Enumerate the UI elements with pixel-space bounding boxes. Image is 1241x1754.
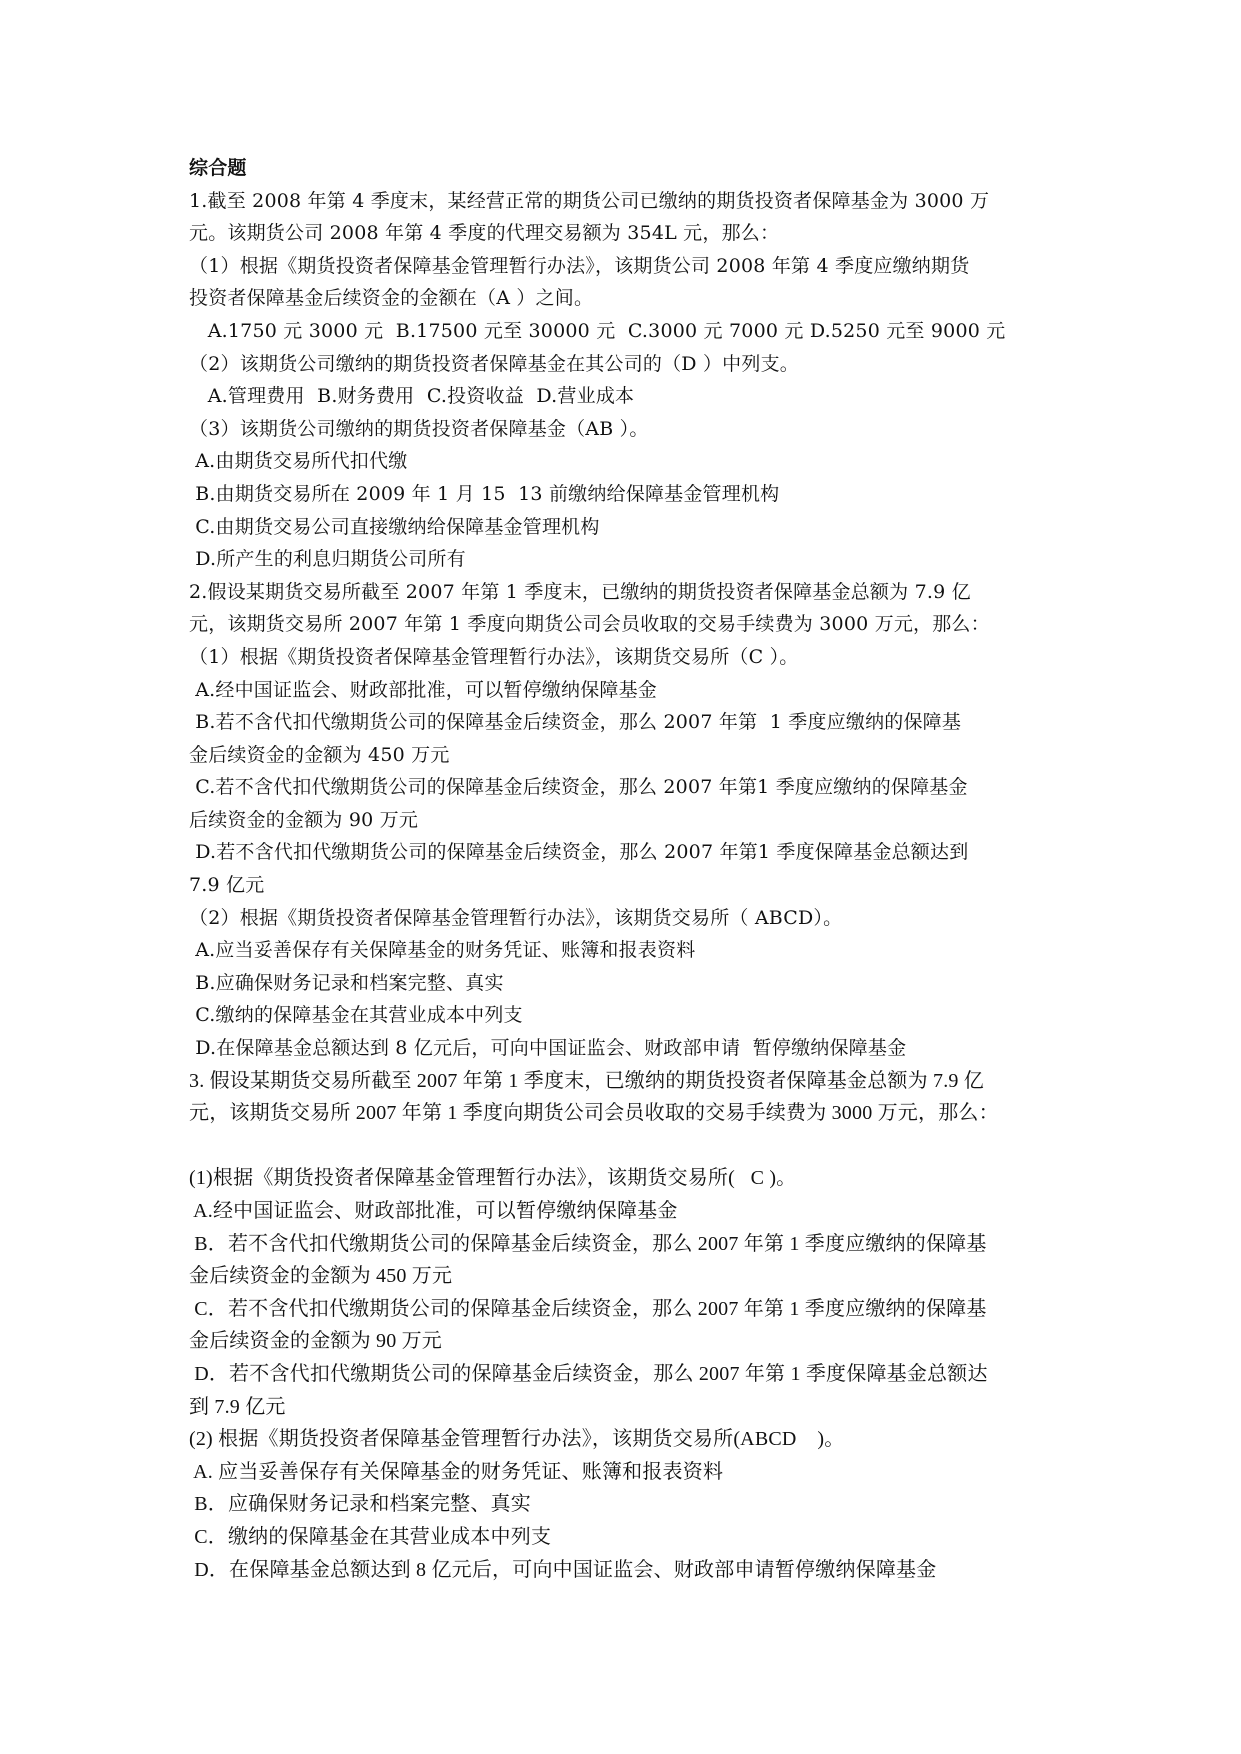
text-line: (1)根据《期货投资者保障基金管理暂行办法》，该期货交易所( C )。 [189,1167,797,1190]
text-line: 元。该期货公司 2008 年第 4 季度的代理交易额为 354L 元，那么： [189,222,780,245]
text-line: （2）根据《期货投资者保障基金管理暂行办法》，该期货交易所（ ABCD）。 [189,906,843,929]
text-line: 2.假设某期货交易所截至 2007 年第 1 季度末，已缴纳的期货投资者保障基金总额为 7.9 亿 [189,580,971,603]
text-line: A.经中国证监会、财政部批准，可以暂停缴纳保障基金 [189,678,658,701]
question-lines [189,185,1069,1587]
text-line: （2）该期货公司缴纳的期货投资者保障基金在其公司的（D ）中列支。 [189,352,799,375]
text-line: D.若不含代扣代缴期货公司的保障基金后续资金，那么 2007 年第1 季度保障基金总额达到 [189,841,969,864]
text-line: A.经中国证监会、财政部批准，可以暂停缴纳保障基金 [189,1200,678,1222]
text-line: A.管理费用 B.财务费用 C.投资收益 D.营业成本 [189,385,635,408]
document-heading: 综合题 [189,157,247,179]
text-line: （3）该期货公司缴纳的期货投资者保障基金（AB ）。 [189,417,649,440]
text-line: 元，该期货交易所 2007 年第 1 季度向期货公司会员收取的交易手续费为 3000 万元，那么： [189,613,990,636]
text-line: C．缴纳的保障基金在其营业成本中列支 [189,1525,552,1548]
text-line: 1.截至 2008 年第 4 季度末，某经营正常的期货公司已缴纳的期货投资者保障基金为 3000 万 [189,189,990,212]
text-line: 金后续资金的金额为 90 万元 [189,1330,442,1353]
blank-line [189,1130,1069,1163]
text-line: （1）根据《期货投资者保障基金管理暂行办法》，该期货交易所（C ）。 [189,645,799,668]
text-line: 后续资金的金额为 90 万元 [189,808,419,831]
text-line: B.应确保财务记录和档案完整、真实 [189,971,504,994]
text-line: B.若不含代扣代缴期货公司的保障基金后续资金，那么 2007 年第 1 季度应缴纳的保障基 [189,711,962,734]
text-line: A.1750 元 3000 元 B.17500 元至 30000 元 C.3000 元 7000 元 D.5250 元至 9000 元 [189,319,1006,342]
text-line: A.由期货交易所代扣代缴 [189,450,408,473]
text-line: B.由期货交易所在 2009 年 1 月 15 13 前缴纳给保障基金管理机构 [189,482,780,505]
text-line: 3. 假设某期货交易所截至 2007 年第 1 季度末，已缴纳的期货投资者保障基金总额为 7.9 亿 [189,1069,984,1092]
text-line: D.在保障基金总额达到 8 亿元后，可向中国证监会、财政部申请 暂停缴纳保障基金 [189,1037,907,1060]
text-line: D．若不含代扣代缴期货公司的保障基金后续资金，那么 2007 年第 1 季度保障基金总额达 [189,1362,988,1385]
text-line: B．若不含代扣代缴期货公司的保障基金后续资金，那么 2007 年第 1 季度应缴纳的保障基 [189,1232,987,1255]
document-body [189,152,1069,1586]
text-line: 到 7.9 亿元 [189,1395,286,1418]
text-line: C.由期货交易公司直接缴纳给保障基金管理机构 [189,515,600,538]
text-line: B．应确保财务记录和档案完整、真实 [189,1493,531,1516]
text-line: C.若不含代扣代缴期货公司的保障基金后续资金，那么 2007 年第1 季度应缴纳的保障基金 [189,776,968,799]
text-line: 元，该期货交易所 2007 年第 1 季度向期货公司会员收取的交易手续费为 3000 万元，那么： [189,1102,999,1125]
text-line: 金后续资金的金额为 450 万元 [189,743,450,766]
text-line: C．若不含代扣代缴期货公司的保障基金后续资金，那么 2007 年第 1 季度应缴纳的保障基 [189,1297,987,1320]
text-line: 投资者保障基金后续资金的金额在（A ）之间。 [189,287,594,310]
text-line: D．在保障基金总额达到 8 亿元后，可向中国证监会、财政部申请暂停缴纳保障基金 [189,1558,937,1581]
text-line: D.所产生的利息归期货公司所有 [189,548,466,571]
text-line: 金后续资金的金额为 450 万元 [189,1265,453,1288]
text-line: C.缴纳的保障基金在其营业成本中列支 [189,1004,523,1027]
text-line: （1）根据《期货投资者保障基金管理暂行办法》，该期货公司 2008 年第 4 季度应缴纳期货 [189,254,970,277]
text-line: A. 应当妥善保存有关保障基金的财务凭证、账簿和报表资料 [189,1460,724,1483]
text-line: A.应当妥善保存有关保障基金的财务凭证、账簿和报表资料 [189,939,696,962]
text-line: 7.9 亿元 [189,874,265,897]
text-line: (2) 根据《期货投资者保障基金管理暂行办法》，该期货交易所(ABCD )。 [189,1428,845,1451]
